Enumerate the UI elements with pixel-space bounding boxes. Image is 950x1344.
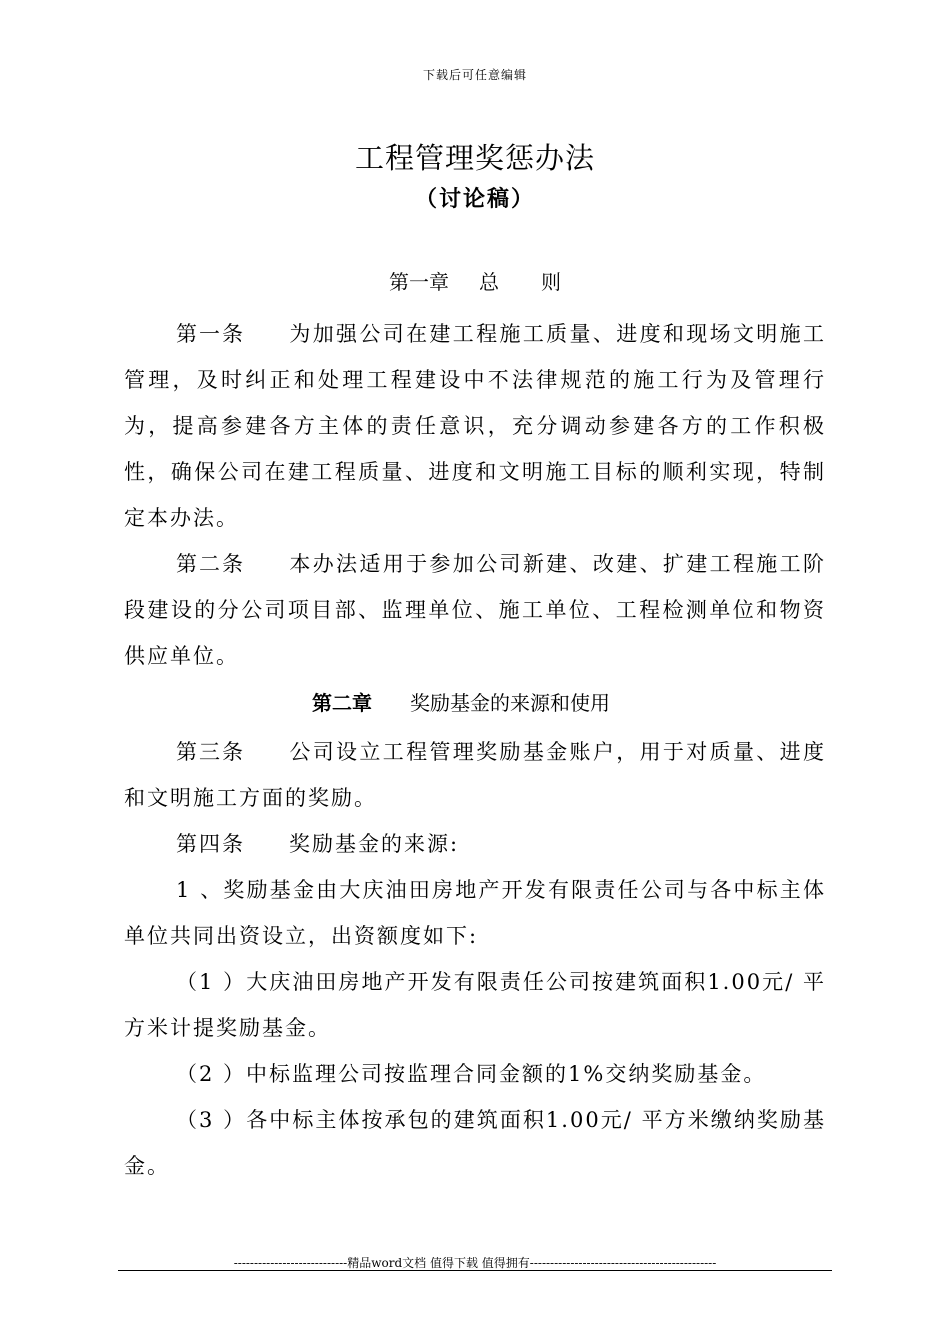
footer-rule bbox=[118, 1270, 832, 1271]
document-subtitle: （讨论稿） bbox=[414, 187, 535, 212]
header-note: 下载后可任意编辑 bbox=[422, 68, 527, 82]
article-2 bbox=[124, 541, 826, 679]
article-1-text: 为加强公司在建工程施工质量、进度和现场文明施工管理，及时纠正和处理工程建设中不法律规范的施工行为及管理行为，提高参建各方主体的责任意识，充分调动参建各方的工作积极性，确保公司在建工程质量、进度和文明施工目标的顺利实现，特制定本办法。 bbox=[124, 322, 826, 530]
footer-note: ----------------------------精品word文档 值得下载 值得拥有---------------------------------------------- bbox=[233, 1256, 717, 1270]
chapter1-heading bbox=[0, 266, 950, 295]
sub-item-3: （3 ）各中标主体按承包的建筑面积1.00元/ 平方米缴纳奖励基金。 bbox=[124, 1108, 826, 1178]
article-3-label: 第三条 bbox=[176, 740, 245, 764]
chapter1-name-part1: 总 bbox=[479, 270, 499, 294]
article-1 bbox=[124, 311, 826, 541]
article-1-label: 第一条 bbox=[176, 322, 245, 346]
document-title: 工程管理奖惩办法 bbox=[354, 141, 595, 175]
article-4-text: 奖励基金的来源: bbox=[289, 832, 460, 856]
article-2-label: 第二条 bbox=[176, 552, 245, 576]
chapter2-heading bbox=[312, 687, 610, 716]
article-3 bbox=[124, 729, 826, 821]
sub-item-2: （2 ）中标监理公司按监理合同金额的1%交纳奖励基金。 bbox=[176, 1062, 767, 1086]
article-3-text: 公司设立工程管理奖励基金账户，用于对质量、进度和文明施工方面的奖励。 bbox=[124, 740, 826, 810]
chapter2-number: 第二章 bbox=[312, 691, 372, 715]
article-4-label: 第四条 bbox=[176, 832, 245, 856]
chapter1-number: 第一章 bbox=[389, 270, 449, 294]
article-4 bbox=[124, 821, 826, 867]
article-2-text: 本办法适用于参加公司新建、改建、扩建工程施工阶段建设的分公司项目部、监理单位、施工单位、工程检测单位和物资供应单位。 bbox=[124, 552, 826, 668]
chapter1-name-part2: 则 bbox=[541, 270, 561, 294]
item-1: 1 、奖励基金由大庆油田房地产开发有限责任公司与各中标主体单位共同出资设立，出资额度如下: bbox=[124, 878, 826, 948]
sub-item-1: （1 ）大庆油田房地产开发有限责任公司按建筑面积1.00元/ 平方米计提奖励基金。 bbox=[124, 970, 826, 1040]
chapter2-name: 奖励基金的来源和使用 bbox=[410, 691, 610, 715]
